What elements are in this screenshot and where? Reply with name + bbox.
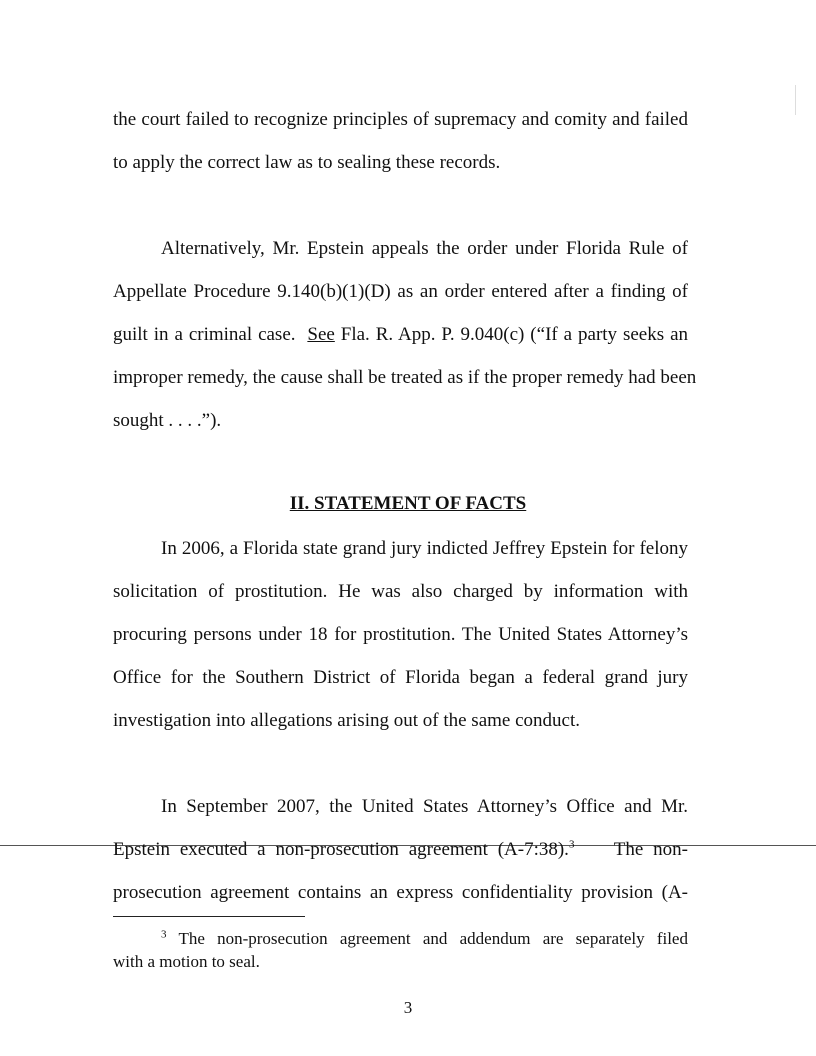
- body-line: In September 2007, the United States Attorney’s Office and Mr.: [161, 796, 688, 817]
- body-line: investigation into allegations arising out of the same conduct.: [113, 710, 580, 731]
- body-line: Appellate Procedure 9.140(b)(1)(D) as an order entered after a finding of: [113, 281, 688, 302]
- section-heading: [0, 492, 816, 516]
- page-number: 3: [403, 998, 413, 1017]
- footnote-text: The non-prosecution agreement and addendum are separately filed: [178, 929, 688, 948]
- body-line: improper remedy, the cause shall be treated as if the proper remedy had been: [113, 367, 697, 388]
- body-text: Epstein executed a non-prosecution agreement (A-7:38).: [113, 839, 569, 860]
- body-text: Fla. R. App. P. 9.040(c) (“If a party seeks an: [340, 324, 688, 345]
- body-line: procuring persons under 18 for prostitution. The United States Attorney’s: [113, 624, 688, 645]
- body-line: to apply the correct law as to sealing these records.: [113, 152, 501, 173]
- citation-signal: See: [307, 324, 335, 345]
- footnote-marker: 3: [161, 928, 167, 941]
- body-line: In 2006, a Florida state grand jury indicted Jeffrey Epstein for felony: [161, 538, 688, 559]
- body-line: prosecution agreement contains an express confidentiality provision (A-: [113, 882, 688, 903]
- footnote-separator: [113, 916, 305, 917]
- body-line: sought . . . .”).: [113, 410, 222, 431]
- footnote-line: with a motion to seal.: [113, 952, 260, 971]
- body-text: The non-: [613, 839, 688, 860]
- body-line: solicitation of prostitution. He was also charged by information with: [113, 581, 688, 602]
- section-heading-text: II. STATEMENT OF FACTS: [289, 493, 527, 514]
- body-line: [113, 323, 688, 347]
- scan-artifact: [795, 85, 796, 115]
- body-line: Alternatively, Mr. Epstein appeals the order under Florida Rule of: [161, 238, 688, 259]
- body-line: Office for the Southern District of Florida began a federal grand jury: [113, 667, 688, 688]
- footnote-reference: 3: [568, 838, 575, 851]
- body-text: guilt in a criminal case.: [113, 324, 296, 345]
- footnote-line: [161, 928, 688, 950]
- body-line: [113, 838, 688, 862]
- body-line: the court failed to recognize principles of supremacy and comity and failed: [113, 109, 688, 130]
